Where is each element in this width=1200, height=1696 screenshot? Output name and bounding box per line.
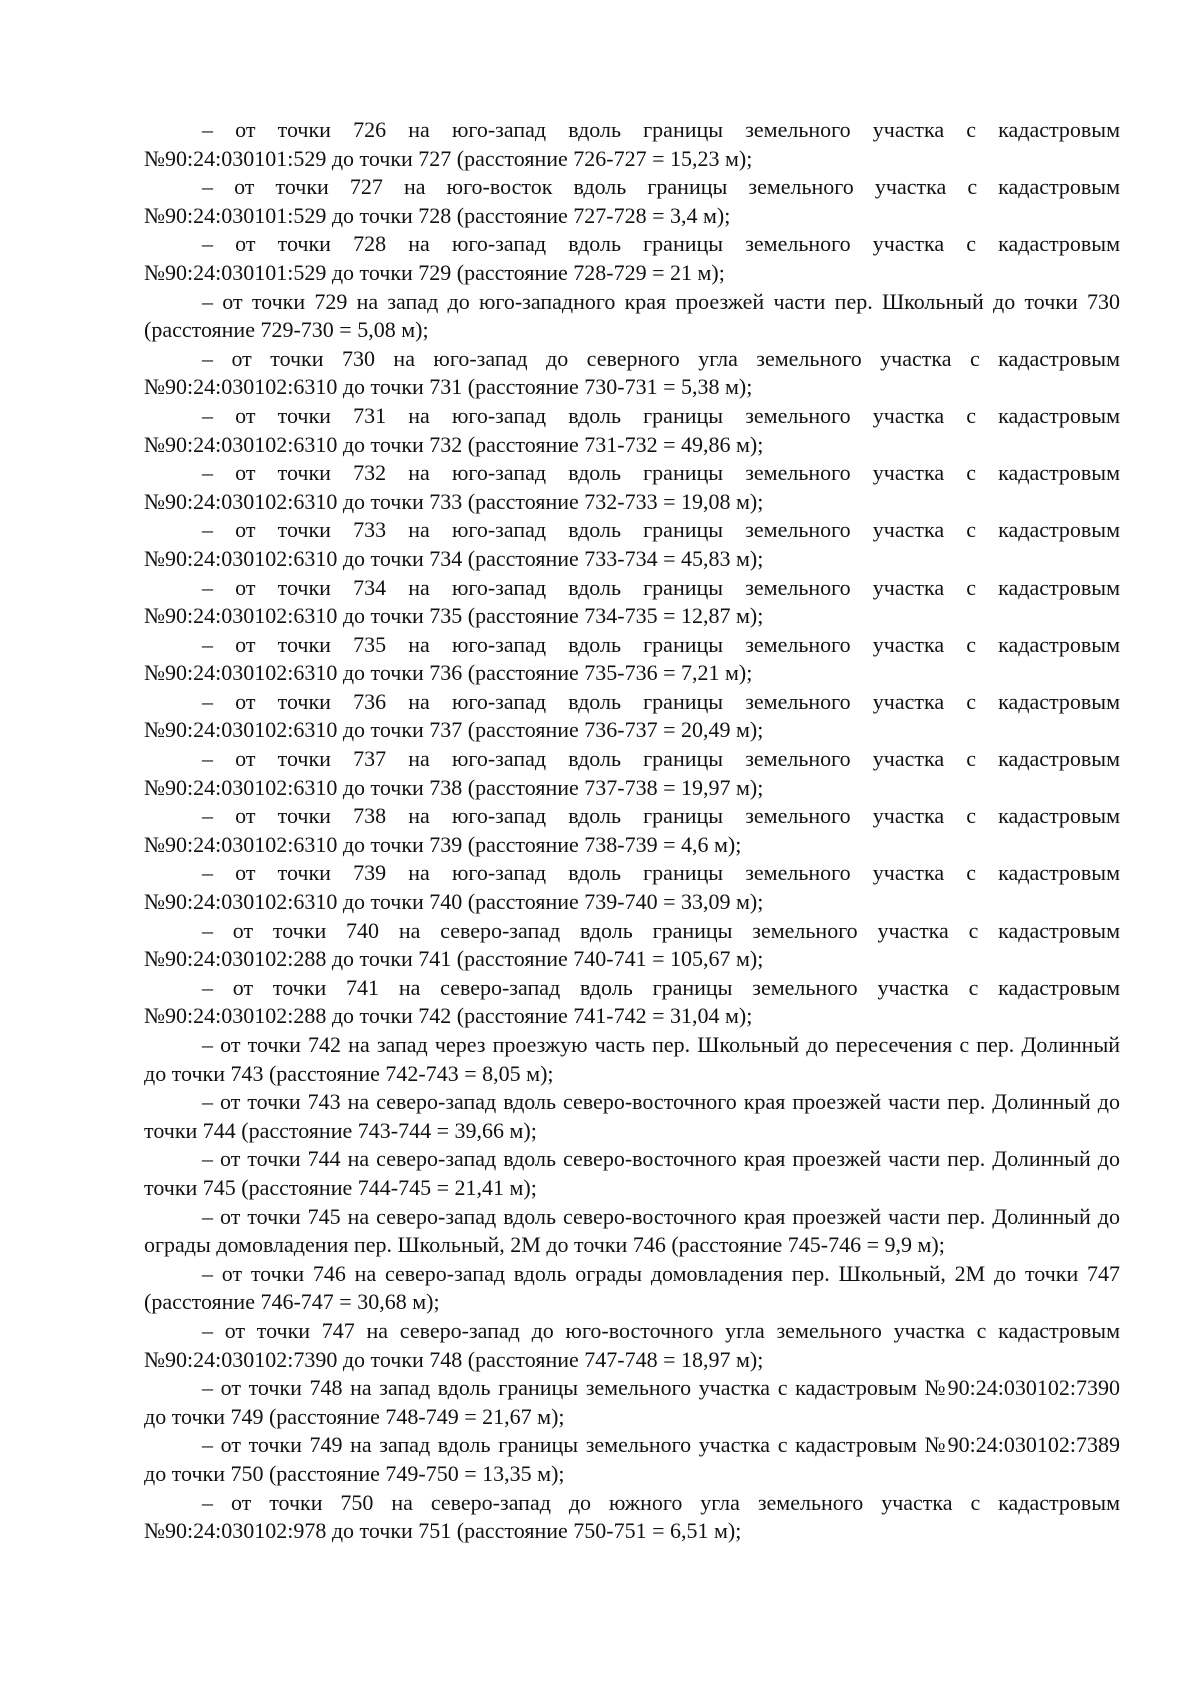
boundary-paragraph: – от точки 731 на юго-запад вдоль границы земельного участка с кадастровым №90:24:030102:6310 до точки 732 (расстояние 731-732 = 49,86 м);	[144, 402, 1120, 457]
boundary-paragraph: – от точки 726 на юго-запад вдоль границы земельного участка с кадастровым №90:24:030101:529 до точки 727 (расстояние 726-727 = 15,23 м);	[144, 117, 1120, 171]
boundary-paragraph: – от точки 737 на юго-запад вдоль границы земельного участка с кадастровым №90:24:030102:6310 до точки 738 (расстояние 737-738 = 19,97 м);	[144, 746, 1120, 800]
boundary-paragraph: – от точки 735 на юго-запад вдоль границы земельного участка с кадастровым №90:24:030102:6310 до точки 736 (расстояние 735-736 = 7,21 м);	[144, 631, 1120, 686]
boundary-paragraph: – от точки 738 на юго-запад вдоль границы земельного участка с кадастровым №90:24:030102:6310 до точки 739 (расстояние 738-739 = 4,6 м);	[144, 803, 1120, 857]
boundary-paragraph: – от точки 732 на юго-запад вдоль границы земельного участка с кадастровым №90:24:030102:6310 до точки 733 (расстояние 732-733 = 19,08 м);	[144, 460, 1120, 514]
boundary-paragraph: – от точки 736 на юго-запад вдоль границы земельного участка с кадастровым №90:24:030102:6310 до точки 737 (расстояние 736-737 = 20,49 м);	[144, 688, 1120, 743]
boundary-paragraph: – от точки 729 на запад до юго-западного края проезжей части пер. Школьный до точки 730 (расстояние 729-730 = 5,08 м);	[144, 288, 1120, 343]
boundary-paragraph: – от точки 749 на запад вдоль границы земельного участка с кадастровым №90:24:030102:7389 до точки 750 (расстояние 749-750 = 13,35 м);	[144, 1432, 1120, 1486]
boundary-paragraph: – от точки 728 на юго-запад вдоль границы земельного участка с кадастровым №90:24:030101:529 до точки 729 (расстояние 728-729 = 21 м);	[144, 231, 1120, 285]
boundary-paragraph: – от точки 742 на запад через проезжую часть пер. Школьный до пересечения с пер. Долинный до точки 743 (расстояние 742-743 = 8,05 м);	[144, 1032, 1120, 1086]
boundary-paragraph: – от точки 744 на северо-запад вдоль северо-восточного края проезжей части пер. Долинный до точки 745 (расстояние 744-745 = 21,41 м);	[144, 1146, 1120, 1200]
boundary-paragraph: – от точки 740 на северо-запад вдоль границы земельного участка с кадастровым №90:24:030102:288 до точки 741 (расстояние 740-741 = 105,67 м);	[144, 917, 1120, 972]
boundary-paragraph: – от точки 727 на юго-восток вдоль границы земельного участка с кадастровым №90:24:030101:529 до точки 728 (расстояние 727-728 = 3,4 м);	[144, 174, 1120, 228]
boundary-paragraph: – от точки 734 на юго-запад вдоль границы земельного участка с кадастровым №90:24:030102:6310 до точки 735 (расстояние 734-735 = 12,87 м);	[144, 574, 1120, 629]
boundary-paragraph: – от точки 743 на северо-запад вдоль северо-восточного края проезжей части пер. Долинный до точки 744 (расстояние 743-744 = 39,66 м);	[144, 1089, 1120, 1143]
document-page	[144, 116, 1120, 1546]
boundary-paragraph: – от точки 741 на северо-запад вдоль границы земельного участка с кадастровым №90:24:030102:288 до точки 742 (расстояние 741-742 = 31,04 м);	[144, 974, 1120, 1029]
boundary-paragraph: – от точки 746 на северо-запад вдоль ограды домовладения пер. Школьный, 2М до точки 747 (расстояние 746-747 = 30,68 м);	[144, 1260, 1120, 1315]
boundary-paragraph: – от точки 748 на запад вдоль границы земельного участка с кадастровым №90:24:030102:7390 до точки 749 (расстояние 748-749 = 21,67 м);	[144, 1375, 1120, 1429]
boundary-paragraph: – от точки 750 на северо-запад до южного угла земельного участка с кадастровым №90:24:030102:978 до точки 751 (расстояние 750-751 = 6,51 м);	[144, 1489, 1120, 1544]
boundary-paragraph: – от точки 747 на северо-запад до юго-восточного угла земельного участка с кадастровым №90:24:030102:7390 до точки 748 (расстояние 747-748 = 18,97 м);	[144, 1317, 1120, 1372]
boundary-paragraph: – от точки 745 на северо-запад вдоль северо-восточного края проезжей части пер. Долинный до ограды домовладения пер. Школьный, 2М до точки 746 (расстояние 745-746 = 9,9 м);	[144, 1203, 1120, 1258]
boundary-paragraph: – от точки 730 на юго-запад до северного угла земельного участка с кадастровым №90:24:030102:6310 до точки 731 (расстояние 730-731 = 5,38 м);	[144, 345, 1120, 400]
boundary-paragraph: – от точки 739 на юго-запад вдоль границы земельного участка с кадастровым №90:24:030102:6310 до точки 740 (расстояние 739-740 = 33,09 м);	[144, 860, 1120, 915]
boundary-paragraph: – от точки 733 на юго-запад вдоль границы земельного участка с кадастровым №90:24:030102:6310 до точки 734 (расстояние 733-734 = 45,83 м);	[144, 517, 1120, 571]
